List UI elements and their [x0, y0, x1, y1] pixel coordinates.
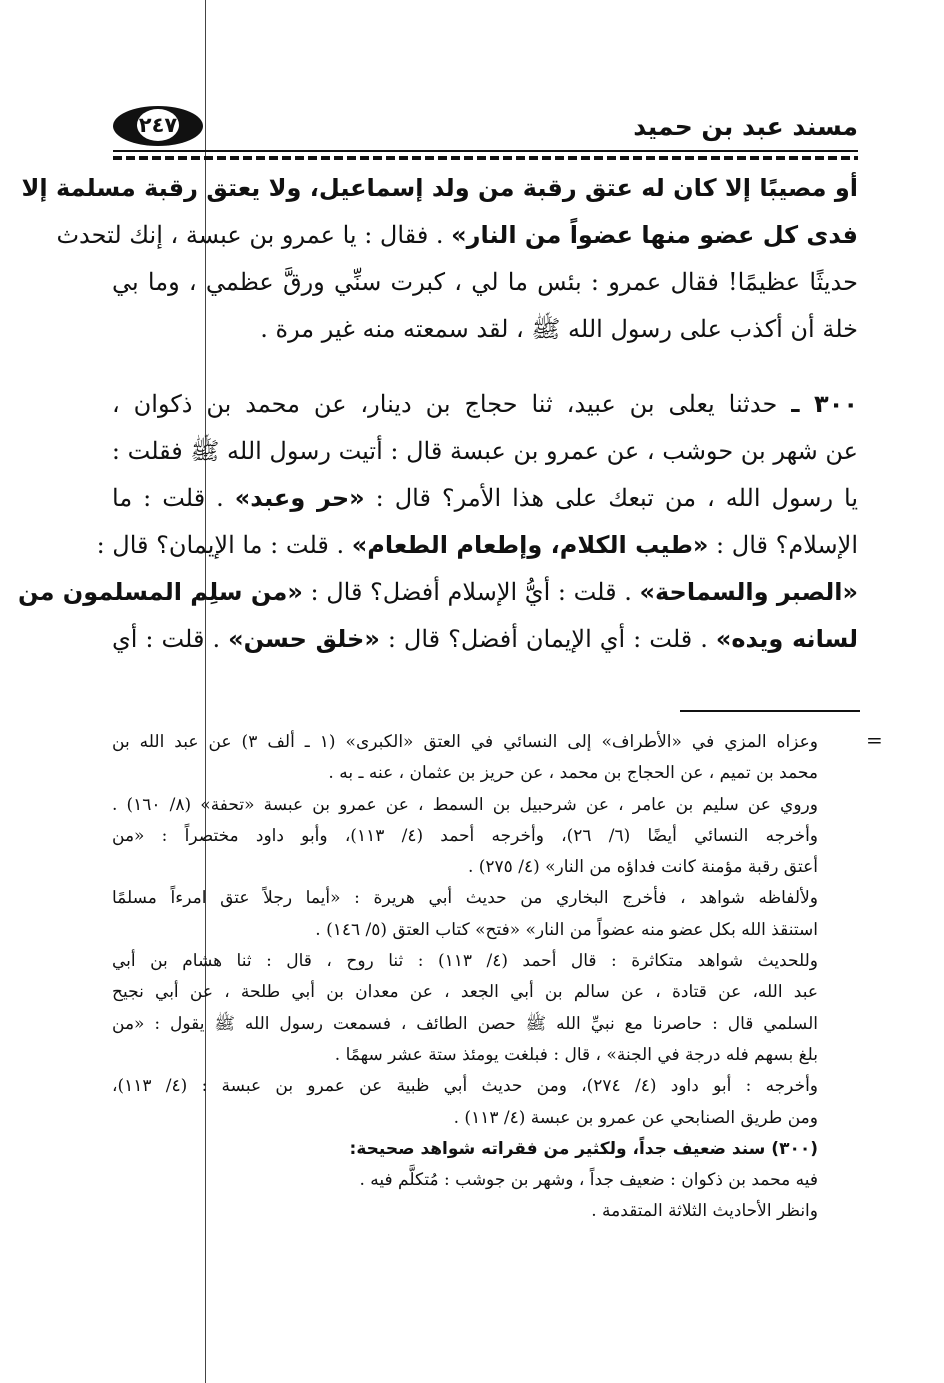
main-text	[17, 165, 859, 663]
text-segment: حديثًا عظيمًا! فقال عمرو : بئس ما لي ، كبرت سنِّي ورقَّ عظمي ، وما بي	[112, 268, 858, 296]
bold-text-segment: ٣٠٠ ـ	[791, 390, 858, 418]
text-line	[112, 306, 858, 353]
text-line	[112, 1009, 818, 1040]
bold-text-segment: «طيب الكلام، وإطعام الطعام»	[351, 531, 709, 559]
text-line	[56, 212, 858, 259]
bold-text-segment: «خلق حسن»	[228, 625, 380, 653]
text-line	[112, 1040, 818, 1071]
text-segment: وروي عن سليم بن عامر ، عن شرحبيل بن السمط ، عن عمرو بن عبسة «تحفة» (٨/ ١٦٠) .	[112, 794, 818, 815]
text-segment: أعتق رقبة مؤمنة كانت فداؤه من النار» (٤/ ٢٧٥) .	[467, 857, 818, 878]
text-line	[112, 616, 858, 663]
text-segment: السلمي قال : حاصرنا مع نبيِّ الله ﷺ حصن الطائف ، فسمعت رسول الله ﷺ يقول : «من	[112, 1013, 818, 1034]
text-segment: استنقذ الله بكل عضو منه عضواً من النار» «فتح» كتاب العتق (٥/ ١٤٦) .	[315, 919, 818, 940]
text-segment: وعزاه المزي في «الأطراف» إلى النسائي في العتق «الكبرى» (١ ـ ألف ٣) عن عبد الله بن	[112, 732, 818, 752]
text-segment: . قلت : ما الإيمان؟ قال :	[96, 531, 352, 559]
bold-text-segment: لسانه ويده»	[715, 625, 859, 653]
text-line	[96, 522, 858, 569]
footnote-separator	[680, 710, 860, 712]
text-segment: . قلت : ما	[112, 484, 235, 512]
text-segment: . فقال : يا عمرو بن عبسة ، إنك لتحدث	[56, 221, 452, 249]
text-line	[112, 727, 818, 758]
text-line	[112, 1196, 818, 1227]
text-line	[112, 1071, 818, 1102]
page-number-badge	[113, 106, 203, 146]
text-line	[112, 428, 858, 475]
footnote-continuation-mark: =	[866, 728, 883, 752]
bold-text-segment: «حر وعبد»	[234, 484, 365, 512]
text-line	[17, 569, 858, 616]
text-line	[112, 790, 818, 821]
text-segment: الإسلام؟ قال :	[708, 531, 858, 559]
text-segment: محمد بن تميم ، عن الحجاج بن محمد ، عن حريز بن عثمان ، عنه ـ به .	[328, 763, 818, 784]
bold-text-segment: أو مصيبًا إلا كان له عتق رقبة من ولد إسماعيل، ولا يعتق رقبة مسلمة إلا	[21, 174, 858, 202]
text-segment: فيه محمد بن ذكوان : ضعيف جداً ، وشهر بن جوشب : مُتكلَّم فيه .	[359, 1170, 818, 1191]
text-segment: عبد الله، عن قتادة ، عن سالم بن أبي الجعد ، عن معدان بن أبي طلحة ، عن أبي نجيح	[112, 982, 818, 1003]
text-line	[112, 821, 818, 852]
header-rule	[113, 150, 858, 152]
text-segment: خلة أن أكذب على رسول الله ﷺ ، لقد سمعته منه غير مرة .	[260, 315, 858, 343]
text-line	[112, 1103, 818, 1134]
text-line	[21, 165, 858, 212]
text-segment: ولألفاظه شواهد ، فأخرج البخاري من حديث أبي هريرة : «أيما رجلاً عتق امرءاً مسلمًا	[112, 888, 818, 909]
paragraph	[17, 381, 859, 663]
bold-text-segment: فدى كل عضو منها عضواً من النار»	[451, 221, 858, 249]
text-segment: . قلت : أي الإيمان أفضل؟ قال :	[379, 625, 716, 653]
text-line	[112, 1134, 818, 1165]
text-line	[112, 883, 818, 914]
text-segment: حدثنا يعلى بن عبيد، ثنا حجاج بن دينار، عن محمد بن ذكوان ،	[112, 390, 792, 418]
page-number: ٢٤٧	[137, 109, 179, 141]
text-line	[112, 381, 858, 428]
bold-text-segment: (٣٠٠) سند ضعيف جداً، ولكثير من فقراته شواهد صحيحة:	[349, 1138, 818, 1159]
text-line	[112, 977, 818, 1008]
header-dashed-rule	[113, 156, 858, 160]
text-segment: ومن طريق الصنابحي عن عمرو بن عبسة (٤/ ١١٣) .	[453, 1107, 818, 1128]
text-line	[112, 475, 858, 522]
text-line	[112, 259, 858, 306]
text-line	[112, 758, 818, 789]
text-segment: . قلت : أي	[112, 625, 229, 653]
paragraph	[21, 165, 858, 353]
text-segment: وانظر الأحاديث الثلاثة المتقدمة .	[591, 1201, 818, 1222]
running-header-title: مسند عبد بن حميد	[633, 112, 858, 141]
text-line	[112, 946, 818, 977]
text-segment: بلغ بسهم فله درجة في الجنة» ، قال : فبلغت يومئذ ستة عشر سهمًا .	[334, 1044, 818, 1065]
footnotes	[112, 727, 818, 1228]
text-segment: وأخرجه النسائي أيضًا (٦/ ٢٦)، وأخرجه أحمد (٤/ ١١٣)، وأبو داود مختصراً : «من	[112, 825, 819, 846]
text-segment: عن شهر بن حوشب ، عن عمرو بن عبسة قال : أتيت رسول الله ﷺ فقلت :	[111, 437, 858, 465]
text-segment: وأخرجه : أبو داود (٤/ ٢٧٤)، ومن حديث أبي ظبية عن عمرو بن عبسة : (٤/ ١١٣)،	[112, 1076, 819, 1097]
text-line	[112, 1165, 818, 1196]
bold-text-segment: «الصبر والسماحة»	[639, 578, 858, 606]
text-segment: يا رسول الله ، من تبعك على هذا الأمر؟ قال :	[364, 484, 859, 512]
text-line	[112, 852, 818, 883]
text-line	[112, 915, 818, 946]
text-segment: وللحديث شواهد متكاثرة : قال أحمد (٤/ ١١٣) : ثنا روح ، قال : ثنا هشام بن أبي	[112, 951, 818, 972]
bold-text-segment: «من سلِم المسلمون من	[17, 578, 303, 606]
text-segment: . قلت : أيُّ الإسلام أفضل؟ قال :	[302, 578, 640, 606]
